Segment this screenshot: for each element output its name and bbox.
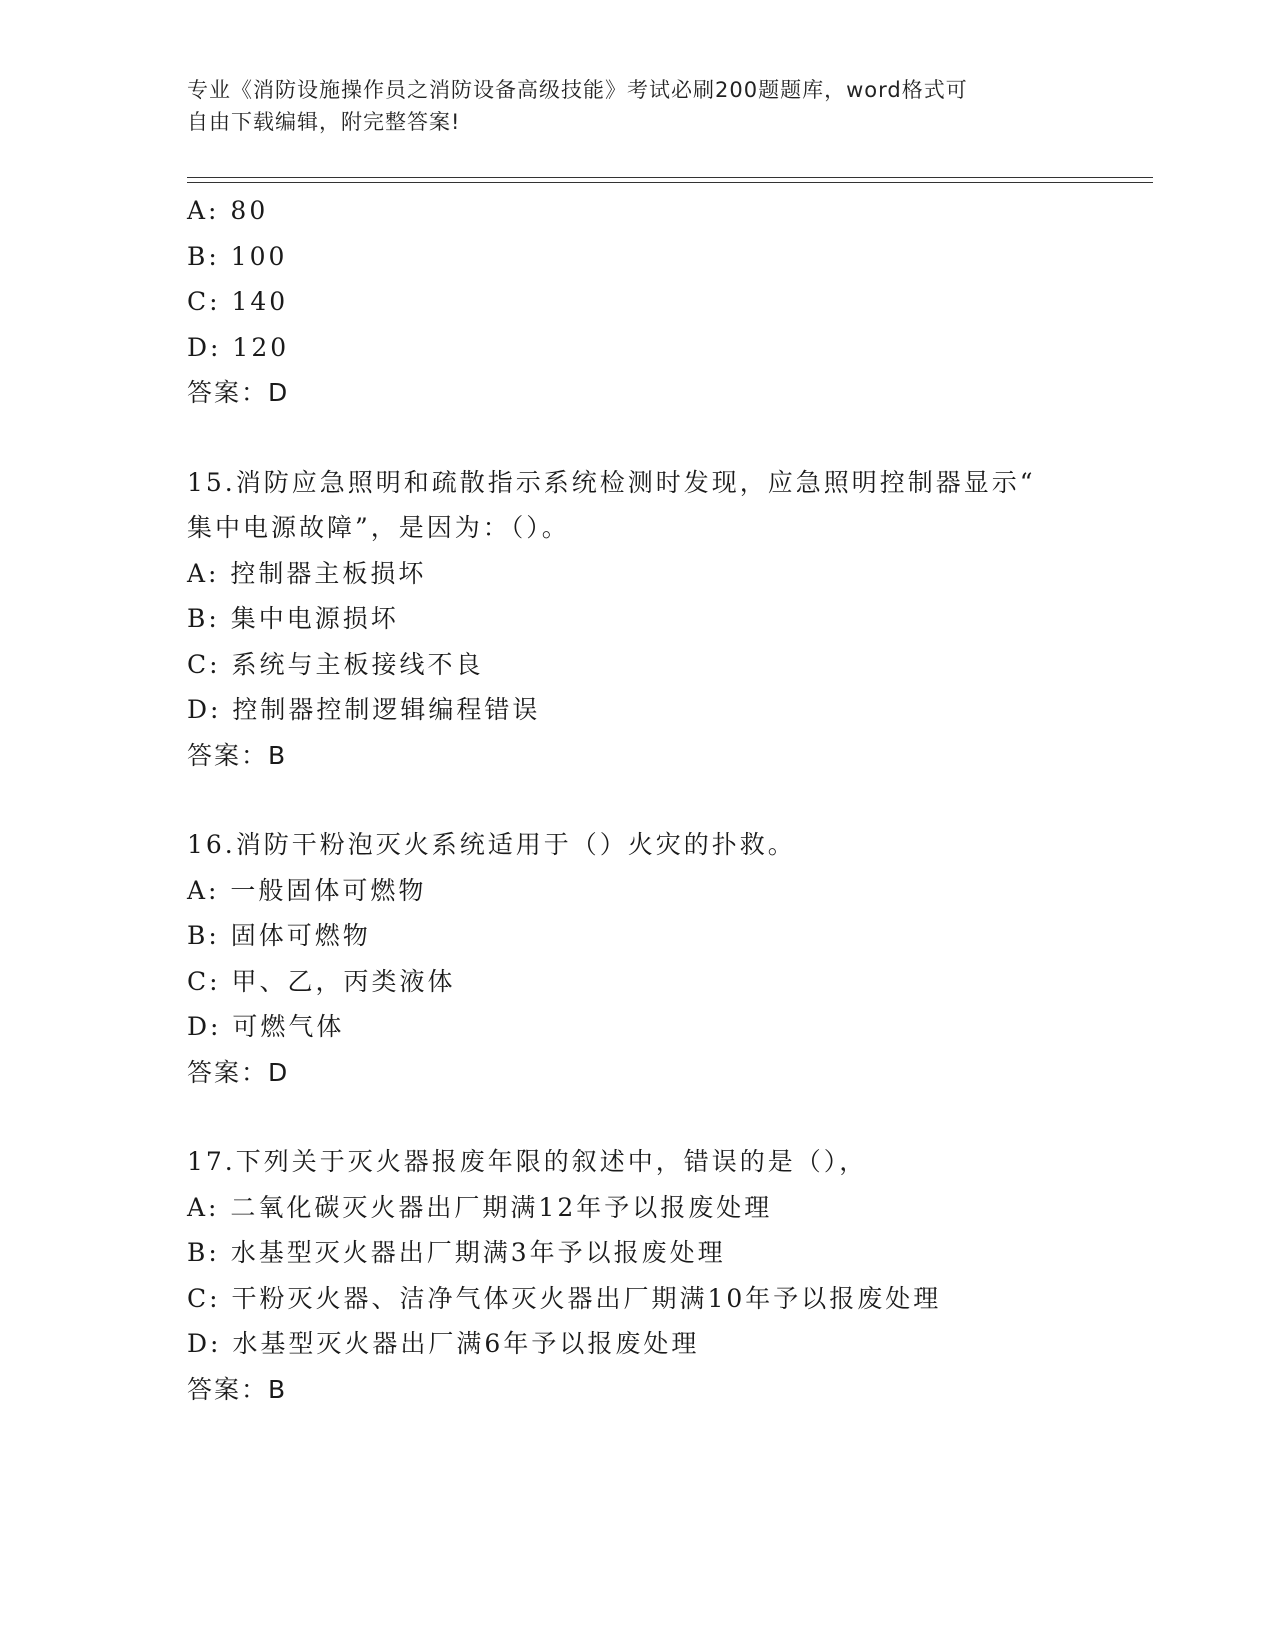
answer-label: 答案：D [187,378,290,407]
question-text: 17.下列关于灭火器报废年限的叙述中，错误的是（）， [187,1147,868,1176]
document-body [187,188,1153,1412]
option-d: D: 120 [187,332,290,362]
question-15 [187,460,1153,779]
spacer [187,1095,1153,1139]
header-line-1: 专业《消防设施操作员之消防设备高级技能》考试必刷200题题库，word格式可 [187,78,968,102]
option-d: D: 可燃气体 [187,1012,345,1041]
option-d: D: 控制器控制逻辑编程错误 [187,695,541,724]
option-b: B: 固体可燃物 [187,921,371,950]
option-a: A: 控制器主板损坏 [187,558,427,588]
option-b: B: 水基型灭火器出厂期满3年予以报废处理 [187,1238,726,1267]
answer-label: 答案：D [187,1057,290,1087]
question-16 [187,822,1153,1095]
option-b: B: 集中电源损坏 [187,604,399,633]
page-header [187,74,1067,138]
option-c: C: 系统与主板接线不良 [187,649,484,679]
option-c: C: 140 [187,287,289,316]
option-a: A: 80 [187,196,269,225]
option-d: D: 水基型灭火器出厂满6年予以报废处理 [187,1329,700,1358]
option-b: B: 100 [187,241,288,271]
question-14 [187,188,1153,416]
option-a: A: 一般固体可燃物 [187,875,427,905]
header-divider-bottom [187,182,1153,183]
question-17 [187,1139,1153,1412]
header-line-2: 自由下载编辑，附完整答案! [187,110,461,134]
question-text: 16.消防干粉泡灭火系统适用于（）火灾的扑救。 [187,830,796,859]
answer-label: 答案：B [187,1374,288,1404]
spacer [187,416,1153,460]
option-a: A: 二氧化碳灭火器出厂期满12年予以报废处理 [187,1192,773,1222]
option-c: C: 甲、乙，丙类液体 [187,966,456,996]
question-text: 15.消防应急照明和疏散指示系统检测时发现，应急照明控制器显示“ [187,467,1036,497]
header-divider-top [187,177,1153,178]
option-c: C: 干粉灭火器、洁净气体灭火器出厂期满10年予以报废处理 [187,1283,942,1313]
question-text-cont: 集中电源故障”，是因为：（）。 [187,513,570,542]
spacer [187,778,1153,822]
answer-label: 答案：B [187,740,288,770]
